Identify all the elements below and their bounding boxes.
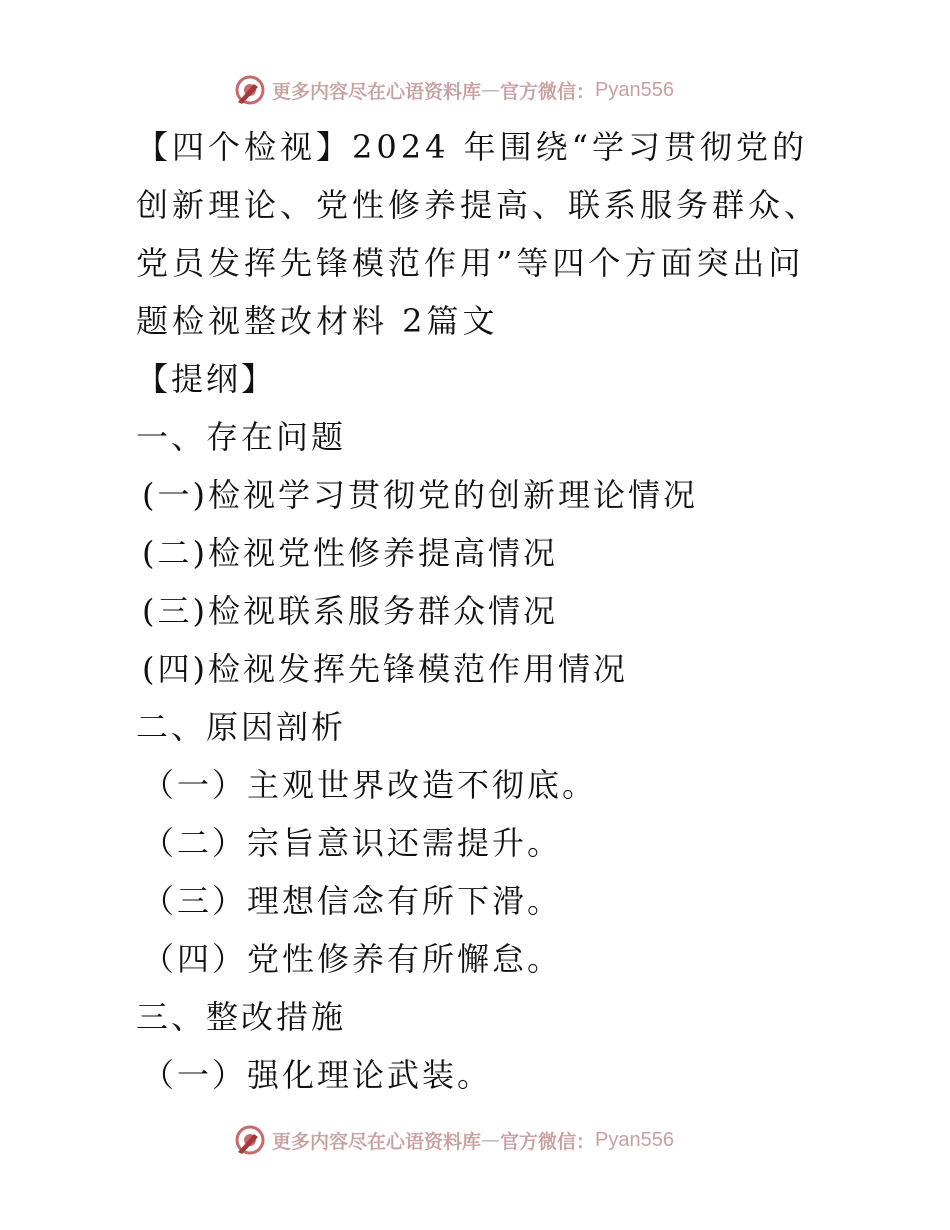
outline-item: (一)检视学习贯彻党的创新理论情况 [142, 476, 698, 514]
section-heading-problems: 一、存在问题 [136, 418, 347, 456]
outline-item: （一）强化理论武装。 [142, 1056, 493, 1094]
outline-item: (三)检视联系服务群众情况 [142, 592, 558, 630]
title-line: 党员发挥先锋模范作用”等四个方面突出问 [136, 244, 805, 282]
outline-item: (四)检视发挥先锋模范作用情况 [142, 650, 628, 688]
watermark-wechat-label: 官方微信： [500, 80, 596, 103]
watermark-separator: — [481, 79, 501, 101]
pen-logo-icon [234, 1124, 266, 1156]
watermark-wechat-id: Pyan556 [595, 78, 674, 101]
outline-item: （三）理想信念有所下滑。 [142, 882, 563, 920]
title-line: 【四个检视】2024 年围绕“学习贯彻党的 [136, 128, 808, 166]
title-line: 创新理论、党性修养提高、联系服务群众、 [136, 186, 821, 224]
outline-item: （二）宗旨意识还需提升。 [142, 824, 563, 862]
outline-item: （四）党性修养有所懈怠。 [142, 940, 563, 978]
section-heading-measures: 三、整改措施 [136, 998, 347, 1036]
document-body [136, 118, 856, 1104]
header-watermark [234, 72, 674, 108]
document-title [136, 118, 856, 350]
section-heading-causes: 二、原因剖析 [136, 708, 347, 746]
outline-item: （一）主观世界改造不彻底。 [142, 766, 598, 804]
watermark-text: 更多内容尽在心语资料库 [272, 1130, 482, 1153]
watermark-wechat-id: Pyan556 [595, 1128, 674, 1151]
outline-heading: 【提纲】 [136, 360, 277, 398]
footer-watermark [234, 1122, 674, 1158]
pen-logo-icon [234, 74, 266, 106]
watermark-wechat-label: 官方微信： [500, 1130, 596, 1153]
title-line: 题检视整改材料 2篇文 [136, 302, 499, 340]
outline-item: (二)检视党性修养提高情况 [142, 534, 558, 572]
watermark-text: 更多内容尽在心语资料库 [272, 80, 482, 103]
watermark-separator: — [481, 1129, 501, 1151]
